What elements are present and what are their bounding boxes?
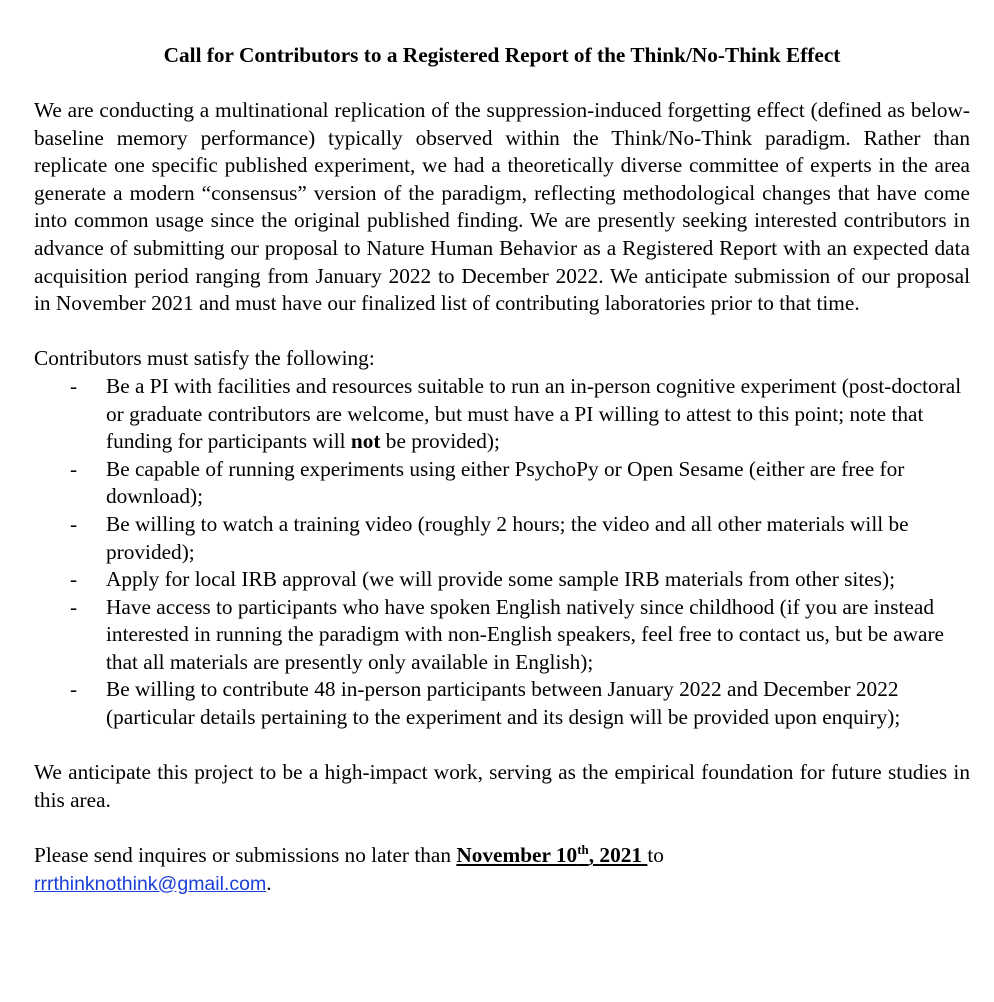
closing-period: . — [266, 870, 272, 895]
requirement-training-text: Be willing to watch a training video (roughly 2 hours; the video and all other materials will be provided); — [106, 511, 909, 564]
requirement-irb-text: Apply for local IRB approval (we will provide some sample IRB materials from other sites); — [106, 567, 895, 592]
document-title: Call for Contributors to a Registered Report of the Think/No-Think Effect — [163, 43, 841, 67]
list-item — [34, 456, 970, 511]
deadline-month-day: November 10 — [456, 843, 578, 868]
list-item — [34, 594, 970, 677]
list-item — [34, 676, 970, 731]
email-link[interactable]: rrrthinknothink@gmail.com — [34, 872, 267, 895]
requirement-participants-access-text: Have access to participants who have spoken English natively since childhood (if you are instead interested in running the paradigm with non-English speakers, feel free to contact us, but be aware that all materials are presently only available in English); — [106, 594, 944, 674]
requirements-list — [34, 373, 970, 732]
paragraph-spacer — [34, 814, 970, 842]
deadline-ordinal: th — [577, 841, 589, 857]
list-dash: - — [70, 567, 78, 592]
paragraph-spacer — [34, 732, 970, 760]
impact-paragraph: We anticipate this project to be a high-impact work, serving as the empirical foundation for future studies in this area. — [34, 760, 970, 812]
requirements-heading: Contributors must satisfy the following: — [34, 346, 375, 371]
list-dash: - — [70, 456, 78, 481]
list-item — [34, 566, 970, 594]
deadline-year: , 2021 — [588, 843, 648, 868]
paragraph-spacer — [34, 318, 970, 346]
intro-paragraph: We are conducting a multinational replication of the suppression-induced forgetting effect (defined as below-baseline memory performance) typically observed within the Think/No-Think paradigm. Rather than replicate one specific published experiment, we had a theoretically diverse committee of experts in the area generate a modern “consensus” version of the paradigm, reflecting methodological changes that have come into common usage since the original published finding. We are presently seeking interested contributors in advance of submitting our proposal to Nature Human Behavior as a Registered Report with an expected data acquisition period ranging from January 2022 to December 2022. We anticipate submission of our proposal in November 2021 and must have our finalized list of contributing laboratories prior to that time. — [34, 98, 970, 316]
closing-paragraph — [34, 842, 970, 898]
requirement-pi-text-end: be provided); — [380, 429, 500, 454]
closing-text: Please send inquires or submissions no later than — [34, 843, 457, 868]
requirement-pi-emphasis: not — [350, 429, 381, 454]
list-dash: - — [70, 511, 78, 536]
list-dash: - — [70, 594, 78, 619]
list-item — [34, 373, 970, 456]
requirement-software-text: Be capable of running experiments using either PsychoPy or Open Sesame (either are free for download); — [106, 456, 905, 509]
deadline-date — [456, 843, 647, 867]
requirement-contribute-text: Be willing to contribute 48 in-person participants between January 2022 and December 2022 (particular details pertaining to the experiment and its design will be provided upon enquiry); — [106, 677, 901, 730]
document-page — [34, 40, 970, 898]
list-item — [34, 511, 970, 566]
requirement-pi-text: Be a PI with facilities and resources suitable to run an in-person cognitive experiment (post-doctoral or graduate contributors are welcome, but must have a PI willing to attest to this point; note that funding for participants will — [106, 373, 962, 454]
closing-to: to — [647, 843, 664, 868]
list-dash: - — [70, 373, 78, 398]
list-dash: - — [70, 677, 78, 702]
